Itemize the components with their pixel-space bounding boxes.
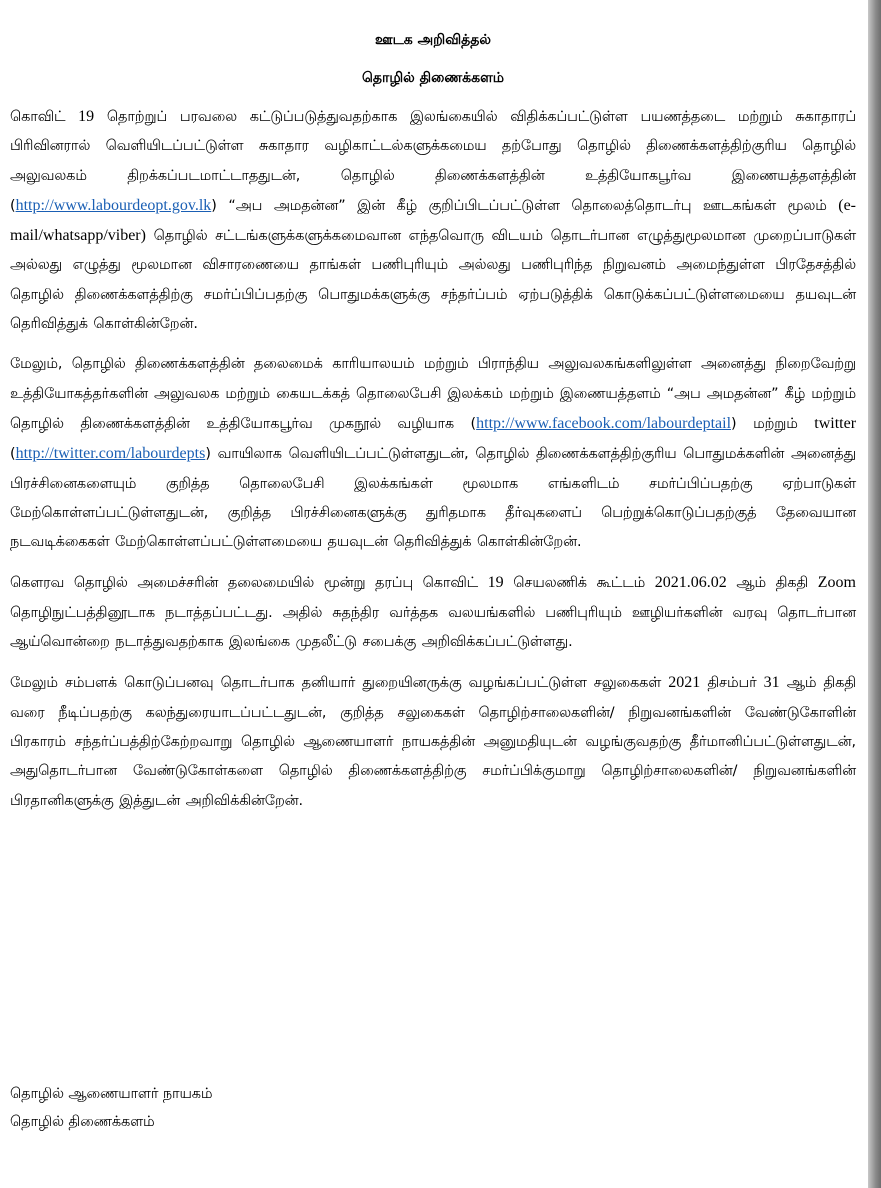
p1-media-list: (e-mail/whatsapp/viber) [10,196,856,245]
paragraph-2 [10,350,856,557]
p2-text-5: ) வாயிலாக வெளியிடப்பட்டுள்ளதுடன், தொழில் திணைக்களத்திற்குரிய பொதுமக்களின் அனைத்து பிரச்சினைகளையும் குறித்த தொலைபேசி இலக்கங்கள் மூலமாக எங்களிடம் சமர்ப்பிப்பதற்கு ஏற்பாடுகள் மேற்கொள்ளப்பட்டுள்ளதுடன், குறித்த பிரச்சினைகளுக்கு துரிதமாக தீர்வுகளைப் பெற்றுக்கொடுப்பதற்குத் தேவையான நடவடிக்கைகள் மேற்கொள்ளப்பட்டுள்ளமையை தயவுடன் தெரிவித்துக் கொள்கின்றேன். [10,446,856,551]
p1-text-2: தொற்றுப் பரவலை கட்டுப்படுத்துவதற்காக இலங்கையில் விதிக்கப்பட்டுள்ள பயணத்தடை மற்றும் சுகாதாரப் பிரிவினரால் வெளியிடப்பட்டுள்ள சுகாதார வழிகாட்டல்களுக்கமைய தற்போது தொழில் திணைக்களத்திற்குரிய தொழில் அலுவலகம் திறக்கப்படமாட்டாததுடன், தொழில் திணைக்களத்தின் உத்தியோகபூர்வ இணையத்தளத்தின் ( [10,109,856,214]
p2-text-2: கீழ் மற்றும் தொழில் திணைக்களத்தின் உத்தியோகபூர்வ முகநூல் வழியாக ( [10,385,856,432]
paragraph-1 [10,102,856,339]
facebook-link[interactable]: http://www.facebook.com/labourdeptail [476,414,732,432]
labour-website-link[interactable]: http://www.labourdeopt.gov.lk [15,196,212,214]
p3-zoom: Zoom [817,574,856,592]
p2-text-4: ( [10,446,16,463]
signature-title: தொழில் ஆணையாளர் நாயகம் [10,1086,213,1102]
p4-text-1: மேலும் சம்பளக் கொடுப்பனவு தொடர்பாக தனியார் துறையினருக்கு வழங்கப்பட்டுள்ள சலுகைகள் [10,675,669,692]
p1-text-4: இன் கீழ் குறிப்பிடப்பட்டுள்ள தொலைத்தொடர்பு ஊடகங்கள் மூலம் [345,197,839,214]
p3-text-3: ஆம் திகதி [726,575,818,592]
p4-text-2: திசம்பர் [700,675,764,692]
p2-text-3: ) மற்றும் [731,415,815,432]
p2-twitter-word: twitter [814,414,857,432]
p3-text-4: தொழிநுட்பத்தினூடாக நடாத்தப்பட்டது. அதில் சுதந்திர வர்த்தக வலயங்களில் பணிபுரியும் ஊழியர்களின் வரவு தொடர்பான ஆய்வொன்றை நடாத்துவதற்காக இலங்கை முதலீட்டு சபைக்கு அறிவிக்கப்பட்டுள்ளது. [10,604,856,651]
p1-number: 19 [78,108,95,125]
p1-text-1: கொவிட் [10,109,79,125]
p3-number: 19 [487,574,504,592]
p2-text-1: மேலும், தொழில் திணைக்களத்தின் தலைமைக் காரியாலயம் மற்றும் பிராந்திய அலுவலகங்களிலுள்ள அனைத்து நிறைவேற்று உத்தியோகத்தர்களின் அலுவலக மற்றும் கையடக்கத் தொலைபேசி இலக்கம் மற்றும் இணையத்தளம் [10,356,856,402]
page-edge-shadow [868,0,881,1188]
p2-quote: “அப அமதன்ன” [666,385,779,402]
paragraph-3 [10,568,856,657]
twitter-link[interactable]: http://twitter.com/labourdepts [15,445,206,463]
p4-year: 2021 [668,674,701,692]
p4-text-3: ஆம் திகதி வரை நீடிப்பதற்கு கலந்துரையாடப்பட்டதுடன், குறித்த சலுகைகள் தொழிற்சாலைகளின்/ நிறுவனங்களின் வேண்டுகோளின் பிரகாரம் சந்தர்ப்பத்திற்கேற்றவாறு தொழில் ஆணையாளர் நாயகத்தின் அனுமதியுடன் வழங்குவதற்கு தீர்மானிப்பட்டுள்ளதுடன், அதுதொடர்பான வேண்டுகோள்களை தொழில் திணைக்களத்திற்கு சமர்ப்பிக்குமாறு தொழிற்சாலைகளின்/ நிறுவனங்களின் பிரதானிகளுக்கு இத்துடன் அறிவிக்கின்றேன். [10,675,856,809]
department-heading: தொழில் திணைக்களம் [362,70,504,86]
p4-day: 31 [763,674,780,692]
p3-date: 2021.06.02 [654,574,727,592]
document-title: ஊடக அறிவித்தல் [375,32,491,48]
p1-quote: “அப அமதன்ன” [228,197,346,214]
p3-text-1: கௌரவ தொழில் அமைச்சரின் தலைமையில் மூன்று தரப்பு கொவிட் [10,575,488,592]
signature-block [10,1080,212,1136]
p1-text-5: தொழில் சட்டங்களுக்களுக்கமைவான எந்தவொரு விடயம் தொடர்பான எழுத்துமூலமான முறைப்பாடுகள் அல்லது எழுத்து மூலமான விசாரணையை தாங்கள் பணிபுரியும் அல்லது பணிபுரிந்த நிறுவனம் அமைந்துள்ள பிரதேசத்தில் தொழில் திணைக்களத்திற்கு சமர்ப்பிப்பதற்கு பொதுமக்களுக்கு சந்தர்ப்பம் ஏற்படுத்திக் கொடுக்கப்பட்டுள்ளமையை தயவுடன் தெரிவித்துக் கொள்கின்றேன். [10,228,856,333]
signature-department: தொழில் திணைக்களம் [10,1114,155,1130]
paragraph-4 [10,668,856,815]
p3-text-2: செயலணிக் கூட்டம் [503,575,655,592]
p1-text-3: ) [211,197,229,214]
